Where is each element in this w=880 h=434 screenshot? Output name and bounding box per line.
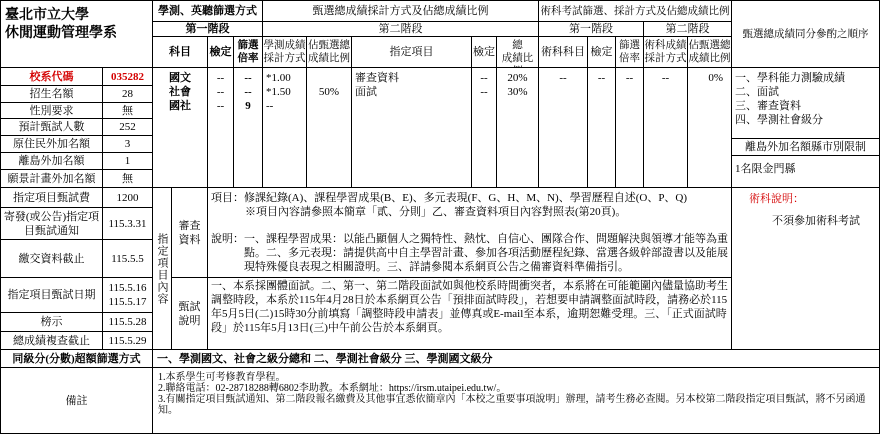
dept-title-cell bbox=[0, 0, 153, 68]
info-value-island: 1 bbox=[103, 153, 153, 170]
col-pct-3-line2: 成績比例 bbox=[688, 53, 731, 64]
stage2-item-cert bbox=[472, 68, 497, 188]
practical-note-text: 不須參加術科考試 bbox=[772, 215, 860, 227]
info-label-exam-date-text: 指定項目甄試日期 bbox=[7, 289, 96, 301]
info-value-notice: 115.3.31 bbox=[103, 208, 153, 240]
info-label-fee: 指定項目甄試費 bbox=[0, 188, 103, 208]
review-items: 項目：修課紀錄(A)、課程學習成果(B、E)、多元表現(F、G、H、M、N)、學習歷程自述(O、P、Q) bbox=[211, 192, 688, 204]
col-gsat-method-line1: 學測成績 bbox=[263, 40, 306, 51]
info-label-gender: 性別要求 bbox=[0, 103, 103, 119]
col-practical-method-line2: 採計方式 bbox=[644, 53, 687, 64]
stage1-ratio-1: -- bbox=[244, 72, 252, 84]
info-value-gender: 無 bbox=[103, 103, 153, 119]
col-ratio-2-line2: 倍率 bbox=[619, 53, 640, 64]
stage1-cert-2: -- bbox=[216, 86, 225, 98]
stage2-item-pct bbox=[497, 68, 539, 188]
col-practical-method bbox=[644, 37, 688, 68]
info-label-indigenous: 原住民外加名額 bbox=[0, 136, 103, 153]
col-ratio-1 bbox=[234, 37, 263, 68]
practical-pct: 0% bbox=[688, 68, 732, 188]
remarks-content bbox=[153, 368, 880, 434]
exam-date-1: 115.5.16 bbox=[108, 282, 147, 294]
island-limit-value: 1名限金門縣 bbox=[732, 156, 880, 188]
info-label-code: 校系代碼 bbox=[0, 68, 103, 86]
remark-3: 3.有關指定項目甄試通知、第二階段報名繳費及其他事宜悉依簡章內「本校之重要事項說明」辦理，請考生務必查閱。另本校第二階段指定項目甄試，將不另函通知。 bbox=[158, 394, 866, 416]
info-label-exam-date bbox=[0, 278, 103, 313]
tiebreak-3: 三、審查資料 bbox=[735, 100, 801, 112]
subject-chinese-social: 國社 bbox=[169, 100, 191, 112]
info-label-expected: 預計甄試人數 bbox=[0, 119, 103, 136]
stage2-items bbox=[352, 68, 472, 188]
overflow-screening-value: 一、學測國文、社會之級分總和 二、學測社會級分 三、學測國文級分 bbox=[153, 350, 880, 368]
total-stage2: 第二階段 bbox=[263, 22, 539, 37]
col-gsat-method-line2: 採計方式 bbox=[263, 53, 306, 64]
info-value-fee: 1200 bbox=[103, 188, 153, 208]
school-name: 臺北市立大學 bbox=[5, 8, 89, 23]
practical-ratio: -- bbox=[616, 68, 644, 188]
exam-date-2: 115.5.17 bbox=[108, 296, 147, 308]
item-pct-1: 20% bbox=[507, 72, 528, 84]
info-label-island: 離島外加名額 bbox=[0, 153, 103, 170]
col-pct-3 bbox=[688, 37, 732, 68]
screening-stage1: 第一階段 bbox=[153, 22, 263, 37]
info-value-code: 035282 bbox=[103, 68, 153, 86]
header-practical: 術科考試篩選、採計方式及佔總成績比例 bbox=[539, 0, 732, 22]
info-value-expected: 252 bbox=[103, 119, 153, 136]
tiebreak-order bbox=[732, 68, 880, 139]
overflow-screening-label: 同級分(分數)超額篩選方式 bbox=[0, 350, 153, 368]
gsat-weight-3: -- bbox=[266, 100, 274, 112]
col-practical-method-line1: 術科成績 bbox=[644, 40, 687, 51]
col-pct-2 bbox=[497, 37, 539, 68]
info-label-review: 總成績複查截止 bbox=[0, 332, 103, 350]
info-value-exam-date bbox=[103, 278, 153, 313]
info-label-deadline: 繳交資料截止 bbox=[0, 240, 103, 278]
review-content bbox=[208, 188, 732, 278]
gsat-weight-2: *1.50 bbox=[266, 86, 291, 98]
info-value-review: 115.5.29 bbox=[103, 332, 153, 350]
practical-stage2: 第二階段 bbox=[644, 22, 732, 37]
practical-note bbox=[732, 188, 880, 350]
island-limit-label: 離島外加名額縣市別限制 bbox=[732, 139, 880, 156]
info-value-quota: 28 bbox=[103, 86, 153, 103]
interview-content bbox=[208, 278, 732, 350]
item-cert-1: -- bbox=[480, 72, 488, 84]
subject-social: 社會 bbox=[169, 86, 191, 98]
info-value-deadline: 115.5.5 bbox=[103, 240, 153, 278]
review-description: 說明：一、課程學習成果：以能凸顯個人之獨特性、熱忱、自信心、團隊合作、問題解決與領導才能等為重點。二、多元表現：請提供高中自主學習計畫、參加各項活動歷程紀錄、當選各級幹部證書以及能展現特殊優良表現之相關證明。三、詳請參閱本系網頁公告之備審資料準備指引。 bbox=[211, 233, 728, 273]
tiebreak-1: 一、學科能力測驗成績 bbox=[735, 72, 845, 84]
stage2-gsat-pct: 50% bbox=[307, 68, 352, 188]
col-pct-1-line1: 佔甄選總 bbox=[308, 40, 350, 51]
stage1-cert bbox=[208, 68, 234, 188]
header-total-score: 甄選總成績採計方式及佔總成績比例 bbox=[263, 0, 539, 22]
col-cert-2: 檢定 bbox=[472, 37, 497, 68]
col-ratio-2 bbox=[616, 37, 644, 68]
stage1-cert-1: -- bbox=[216, 72, 225, 84]
review-label bbox=[172, 188, 208, 278]
interview-label bbox=[172, 278, 208, 350]
col-pct-1 bbox=[307, 37, 352, 68]
tiebreak-4: 四、學測社會級分 bbox=[735, 114, 823, 126]
item-pct-2: 30% bbox=[507, 86, 528, 98]
info-value-vision: 無 bbox=[103, 170, 153, 188]
stage1-ratio-2: -- bbox=[244, 86, 252, 98]
subject-chinese: 國文 bbox=[169, 72, 191, 84]
info-label-vision: 願景計畫外加名額 bbox=[0, 170, 103, 188]
gsat-weight-1: *1.00 bbox=[266, 72, 291, 84]
stage1-subjects bbox=[153, 68, 208, 188]
stage1-ratio bbox=[234, 68, 263, 188]
interview-description: 一、本系採團體面試。二、第一、第二階段面試如與他校系時間衝突者，本系將在可能範圍內儘量協助考生調整時段，本系於115年4月28日於本系網頁公告「預排面試時段」，若想要申請調整面試時段，請務必於115年5月5日(二)15時30分前填寫「調整時段申請表」並傳真或E-mail至本系，逾期恕難受理。三、「正式面試時段」於115年5月13日(三)中午前公告於本系網頁。 bbox=[211, 280, 728, 334]
designated-items-label-text: 指定項目內容 bbox=[156, 232, 168, 305]
col-item: 指定項目 bbox=[352, 37, 472, 68]
stage1-cert-3: -- bbox=[216, 100, 225, 112]
col-pct-1-line2: 成績比例 bbox=[308, 53, 350, 64]
info-label-notice: 寄發(或公告)指定項目甄試通知 bbox=[0, 208, 103, 240]
interview-label-line2: 說明 bbox=[178, 314, 201, 327]
col-pct-3-line1: 佔甄選總 bbox=[688, 40, 731, 51]
item-cert-2: -- bbox=[480, 86, 488, 98]
review-label-line2: 資料 bbox=[178, 233, 201, 246]
col-gsat-method bbox=[263, 37, 307, 68]
info-value-results: 115.5.28 bbox=[103, 313, 153, 332]
remark-1: 1.本系學生可考修教育學程。 bbox=[158, 372, 286, 383]
department-name: 休閒運動管理學系 bbox=[5, 26, 117, 41]
practical-cert: -- bbox=[588, 68, 616, 188]
stage2-gsat-method bbox=[263, 68, 307, 188]
practical-note-title: 術科說明： bbox=[749, 193, 804, 205]
col-subject: 科目 bbox=[153, 37, 208, 68]
info-value-indigenous: 3 bbox=[103, 136, 153, 153]
practical-subject: -- bbox=[539, 68, 588, 188]
col-ratio-1-line1: 篩選 bbox=[237, 40, 259, 51]
practical-stage1: 第一階段 bbox=[539, 22, 644, 37]
info-label-quota: 招生名額 bbox=[0, 86, 103, 103]
remarks-label: 備註 bbox=[0, 368, 153, 434]
col-pct-2-line1: 總 bbox=[512, 40, 523, 51]
item-interview: 面試 bbox=[355, 86, 377, 98]
info-label-results: 榜示 bbox=[0, 313, 103, 332]
col-practical-subject: 術科科目 bbox=[539, 37, 588, 68]
header-tiebreak: 甄選總成績同分參酌之順序 bbox=[732, 0, 880, 68]
interview-label-line1: 甄試 bbox=[178, 300, 201, 313]
col-pct-2-line2: 成績比 bbox=[501, 53, 534, 64]
designated-items-label bbox=[153, 188, 172, 350]
col-ratio-1-line2: 倍率 bbox=[237, 53, 259, 64]
col-ratio-2-line1: 篩選 bbox=[619, 40, 640, 51]
review-label-line1: 審查 bbox=[178, 219, 201, 232]
remark-2: 2.聯絡電話：02-28718288轉6802李助教。本系網址：https://irsm.utaipei.edu.tw/。 bbox=[158, 383, 507, 394]
stage1-ratio-3: 9 bbox=[245, 100, 251, 112]
col-cert-1: 檢定 bbox=[208, 37, 234, 68]
col-cert-3: 檢定 bbox=[588, 37, 616, 68]
header-screening: 學測、英聽篩選方式 bbox=[153, 0, 263, 22]
item-review: 審查資料 bbox=[355, 72, 399, 84]
review-note: ※項目內容請參照本簡章「貳、分則」乙、審查資料項目內容對照表(第20頁)。 bbox=[245, 206, 627, 218]
tiebreak-2: 二、面試 bbox=[735, 86, 779, 98]
practical-method: -- bbox=[644, 68, 688, 188]
